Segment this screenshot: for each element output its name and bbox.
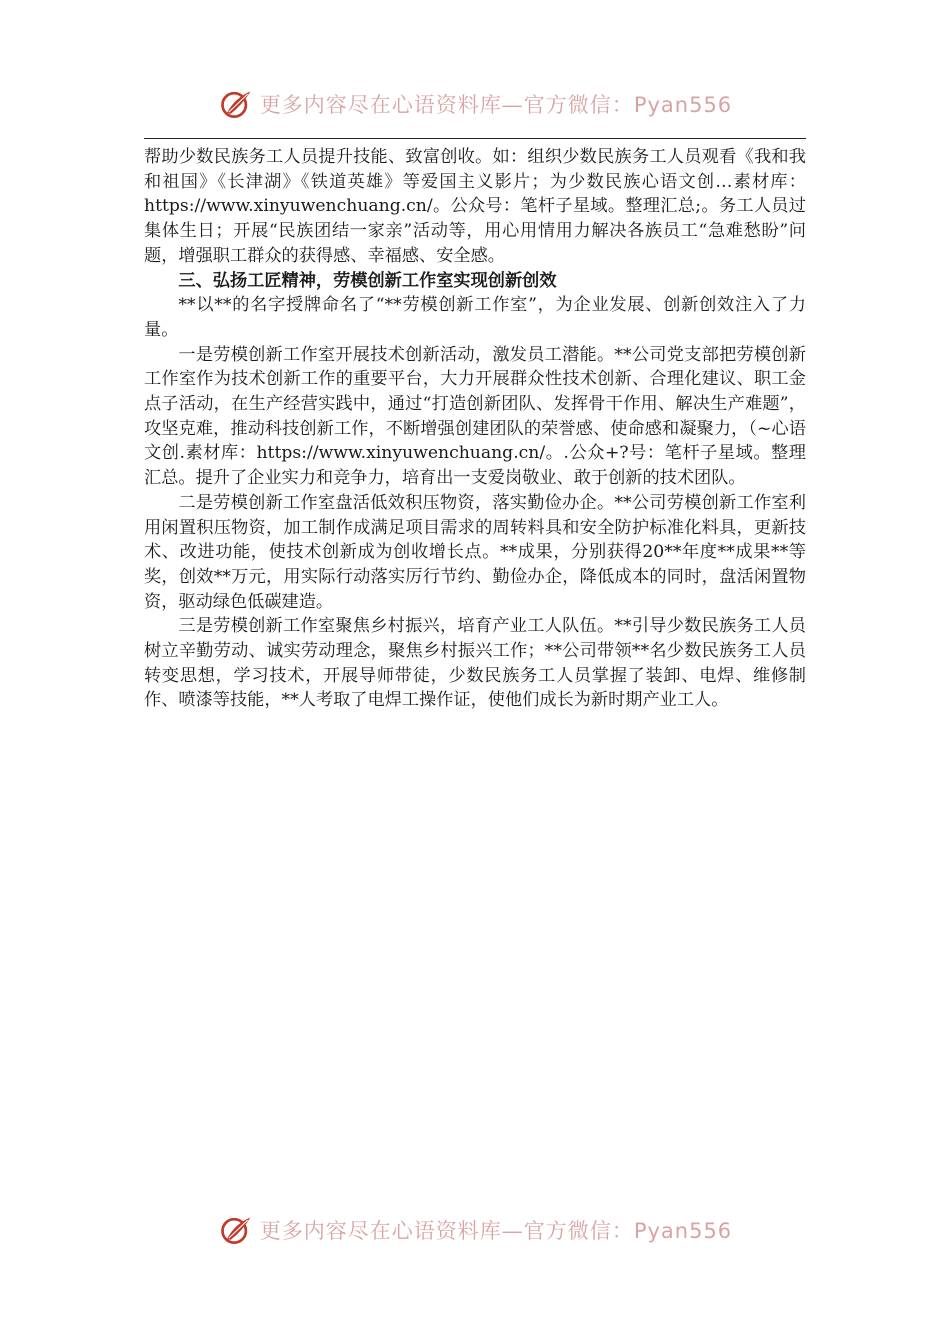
quill-logo-icon	[218, 86, 254, 122]
paragraph-3: 一是劳模创新工作室开展技术创新活动，激发员工潜能。**公司党支部把劳模创新工作室作为技术创新工作的重要平台，大力开展群众性技术创新、合理化建议、职工金点子活动，在生产经营实践中，通过“打造创新团队、发挥骨干作用、解决生产难题”，攻坚克难，推动科技创新工作，不断增强创建团队的荣誉感、使命感和凝聚力，（~心语文创.素材库：https://www.xinyuwenchuang.cn/。.公众+?号：笔杆子星域。整理汇总。提升了企业实力和竞争力，培育出一支爱岗敬业、敢于创新的技术团队。	[144, 344, 806, 489]
header-banner	[0, 82, 950, 126]
paragraph-2: **以**的名字授牌命名了“**劳模创新工作室”，为企业发展、创新创效注入了力量。	[144, 295, 806, 340]
header-rule	[144, 138, 806, 139]
banner-wechat-id: Pyan556	[633, 1219, 733, 1243]
document-body	[144, 145, 806, 713]
section-heading-3: 三、弘扬工匠精神，劳模创新工作室实现创新创效	[178, 270, 557, 291]
paragraph-1: 帮助少数民族务工人员提升技能、致富创收。如：组织少数民族务工人员观看《我和我和祖国》《长津湖》《铁道英雄》等爱国主义影片；为少数民族心语文创…素材库：https://www.xinyuwenchuang.cn/。公众号：笔杆子星域。整理汇总;。务工人员过集体生日；开展“民族团结一家亲”活动等，用心用情用力解决各族员工“急难愁盼”问题，增强职工群众的获得感、幸福感、安全感。	[144, 147, 806, 266]
paragraph-5: 三是劳模创新工作室聚焦乡村振兴，培育产业工人队伍。**引导少数民族务工人员树立辛勤劳动、诚实劳动理念，聚焦乡村振兴工作；**公司带领**名少数民族务工人员转变思想，学习技术，开展导师带徒，少数民族务工人员掌握了装卸、电焊、维修制作、喷漆等技能，**人考取了电焊工操作证，使他们成长为新时期产业工人。	[144, 616, 806, 711]
footer-banner	[0, 1208, 950, 1252]
banner-text	[260, 1215, 732, 1245]
paragraph-4: 二是劳模创新工作室盘活低效积压物资，落实勤俭办企。**公司劳模创新工作室利用闲置积压物资，加工制作成满足项目需求的周转料具和安全防护标准化料具，更新技术、改进功能，使技术创新成为创收增长点。**成果，分别获得20**年度**成果**等奖，创效**万元，用实际行动落实厉行节约、勤俭办企，降低成本的同时，盘活闲置物资，驱动绿色低碳建造。	[144, 492, 806, 612]
banner-text	[260, 89, 732, 119]
quill-logo-icon	[218, 1212, 254, 1248]
banner-label: 更多内容尽在心语资料库—官方微信：	[259, 93, 634, 117]
banner-wechat-id: Pyan556	[633, 93, 733, 117]
banner-label: 更多内容尽在心语资料库—官方微信：	[259, 1219, 634, 1243]
